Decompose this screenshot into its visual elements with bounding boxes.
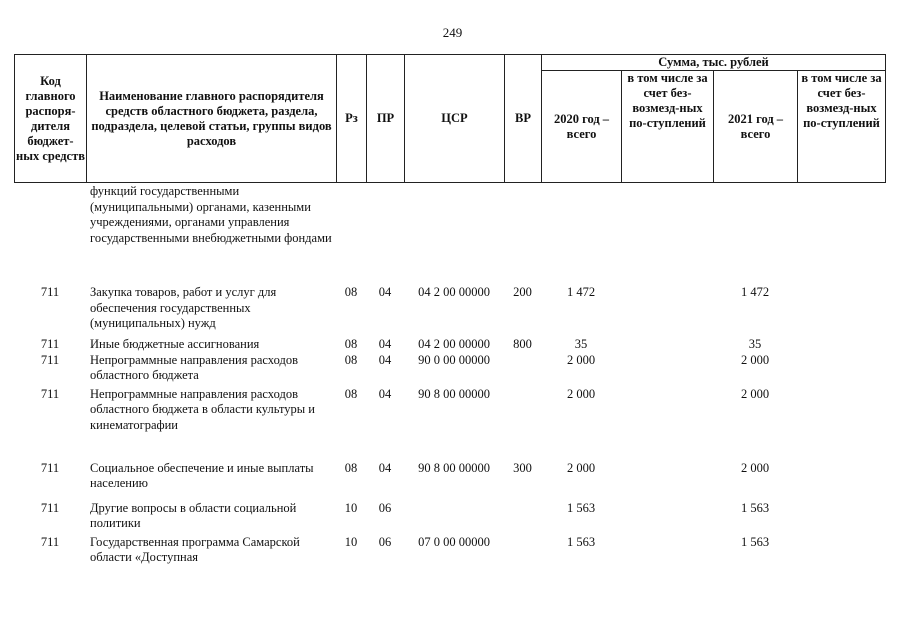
row-name: Непрограммные направления расходов областного бюджета в области культуры и кинематографии [90,386,315,432]
row-free-2021 [797,501,885,535]
row-sum-2021: 2 000 [740,352,770,367]
row-rz: 10 [344,500,358,515]
row-rz: 08 [344,386,358,401]
row-code: 711 [40,386,60,401]
row-free-2021 [797,461,885,501]
row-code: 711 [40,352,60,367]
row-csr: 90 8 00 00000 [418,460,490,475]
row-rz: 08 [344,337,358,351]
row-pr [366,184,404,285]
table-row [14,461,885,501]
header-2020-total: 2020 год – всего [542,71,622,183]
row-code [14,184,86,285]
row-pr: 06 [378,500,392,515]
row-csr [404,501,504,535]
row-csr [404,184,504,285]
row-free-2021 [797,184,885,285]
row-name: Другие вопросы в области социальной политики [90,500,297,530]
table-row [14,184,885,285]
row-rz: 08 [344,352,358,367]
row-vr: 200 [513,285,532,299]
row-free-2020 [621,501,713,535]
table-body [14,184,885,566]
row-csr: 04 2 00 00000 [418,285,490,299]
row-name: функций государственными (муниципальными) органами, казенными учреждениями, органами управления государственными внебюджетными фондами [90,184,332,245]
table-row [14,353,885,387]
row-free-2021 [797,285,885,337]
row-csr: 07 0 00 00000 [418,534,490,549]
row-sum-2020: 1 472 [566,285,596,299]
table-header [14,54,886,183]
row-sum-2021: 1 563 [740,500,770,515]
row-vr [504,387,541,461]
row-vr [504,535,541,566]
row-pr: 04 [378,337,392,351]
row-free-2020 [621,337,713,353]
row-rz: 08 [344,285,358,299]
table-row [14,387,885,461]
row-vr: 800 [513,337,532,351]
row-code: 711 [40,534,60,549]
row-pr: 04 [378,352,392,367]
table-row [14,535,885,566]
row-vr: 300 [513,460,532,475]
row-sum-2021: 1 472 [740,285,770,299]
row-free-2020 [621,353,713,387]
table-row [14,285,885,337]
header-pr: ПР [367,55,405,183]
row-free-2021 [797,353,885,387]
row-free-2020 [621,387,713,461]
row-free-2021 [797,387,885,461]
header-rz: Рз [337,55,367,183]
row-sum-2021: 1 563 [740,534,770,549]
row-sum-2021: 2 000 [740,386,770,401]
header-name: Наименование главного распорядителя средств областного бюджета, раздела, подраздела, целевой статьи, группы видов расходов [87,55,337,183]
header-2020-free: в том числе за счет без-возмезд-ных по-ступлений [622,71,714,183]
row-code: 711 [40,337,60,351]
row-vr [504,353,541,387]
row-rz: 08 [344,460,358,475]
row-csr: 90 0 00 00000 [418,352,490,367]
row-pr: 04 [378,285,392,299]
header-csr: ЦСР [405,55,505,183]
page-number: 249 [442,25,463,40]
row-sum-2021: 35 [748,337,762,351]
row-csr: 04 2 00 00000 [418,337,490,351]
row-code: 711 [40,460,60,475]
table-row [14,501,885,535]
row-pr: 06 [378,534,392,549]
row-sum-2020: 1 563 [566,534,596,549]
row-free-2020 [621,461,713,501]
row-code: 711 [40,285,60,299]
row-pr: 04 [378,386,392,401]
row-name: Государственная программа Самарской области «Доступная [90,534,300,564]
row-sum-2020: 1 563 [566,500,596,515]
row-name: Социальное обеспечение и иные выплаты населению [90,460,314,490]
row-sum-2020: 35 [574,337,588,351]
row-sum-2021: 2 000 [740,460,770,475]
header-2021-total: 2021 год – всего [714,71,798,183]
row-vr [504,184,541,285]
row-free-2020 [621,285,713,337]
row-free-2020 [621,184,713,285]
row-csr: 90 8 00 00000 [418,386,490,401]
row-sum-2020 [541,184,621,285]
header-vr: ВР [505,55,542,183]
row-free-2021 [797,337,885,353]
header-2021-free: в том числе за счет без-возмезд-ных по-ступлений [798,71,886,183]
row-rz [336,184,366,285]
row-sum-2020: 2 000 [566,386,596,401]
row-name: Иные бюджетные ассигнования [90,337,260,351]
header-code: Код главного распоря-дителя бюджет-ных средств [15,55,87,183]
row-code: 711 [40,500,60,515]
row-sum-2020: 2 000 [566,460,596,475]
row-free-2021 [797,535,885,566]
header-sum: Сумма, тыс. рублей [542,55,886,71]
row-sum-2020: 2 000 [566,352,596,367]
row-free-2020 [621,535,713,566]
table-row [14,337,885,353]
row-rz: 10 [344,534,358,549]
row-pr: 04 [378,460,392,475]
row-name: Закупка товаров, работ и услуг для обеспечения государственных (муниципальных) нужд [90,285,277,330]
row-sum-2021 [713,184,797,285]
row-vr [504,501,541,535]
row-name: Непрограммные направления расходов областного бюджета [90,352,298,382]
